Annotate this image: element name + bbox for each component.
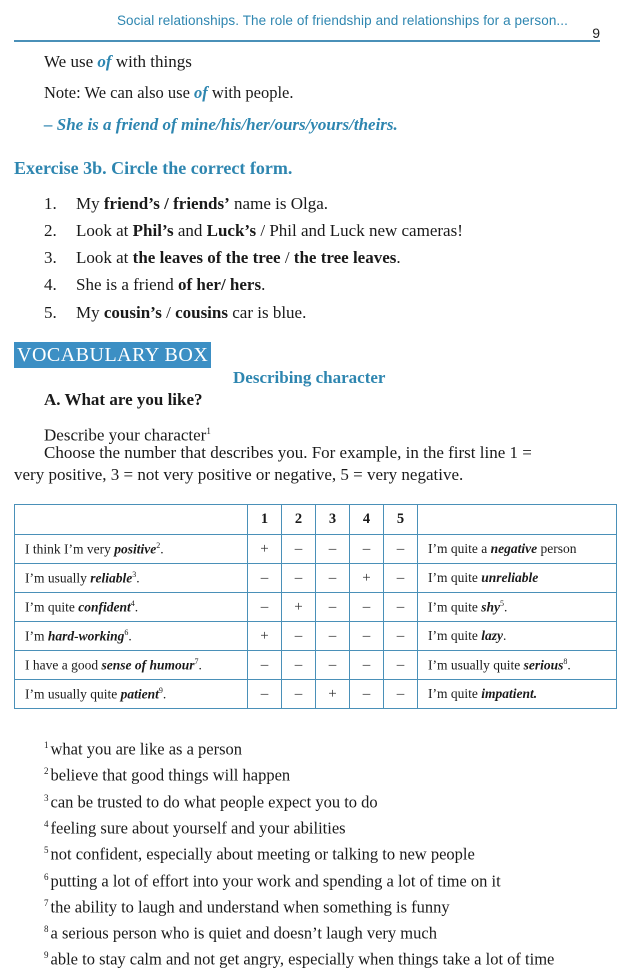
rating-cell bbox=[316, 535, 350, 564]
footnote-item bbox=[44, 918, 437, 945]
header-blank-cell bbox=[15, 505, 248, 535]
item-text: . bbox=[396, 248, 401, 267]
rating-mark: – bbox=[260, 598, 269, 615]
note-text: Note: We can also use bbox=[44, 83, 195, 102]
item-text: car is blue. bbox=[227, 303, 307, 322]
footnote-ref: 2 bbox=[156, 540, 161, 550]
item-option: cousins bbox=[175, 303, 228, 322]
footnote-text: the ability to laugh and understand when something is funny bbox=[50, 897, 450, 917]
trait-key: reliable bbox=[90, 570, 133, 586]
trait-key: lazy bbox=[481, 628, 503, 643]
column-header: 5 bbox=[384, 505, 418, 535]
footnote-number: 2 bbox=[44, 766, 49, 777]
table-row bbox=[15, 564, 617, 593]
rating-mark: – bbox=[294, 540, 303, 557]
item-number: 2. bbox=[44, 221, 57, 240]
column-header: 4 bbox=[350, 505, 384, 535]
vocab-subtitle: Describing character bbox=[233, 368, 386, 387]
rating-cell bbox=[350, 593, 384, 622]
footnote-ref: 9 bbox=[158, 685, 163, 695]
footnote-item bbox=[44, 892, 450, 919]
trait-positive-cell bbox=[15, 535, 248, 564]
rating-cell bbox=[248, 593, 282, 622]
rating-cell bbox=[350, 651, 384, 680]
trait-negative-cell bbox=[418, 651, 617, 680]
rating-mark: – bbox=[260, 656, 269, 673]
footnote-item bbox=[44, 866, 501, 893]
rating-cell bbox=[384, 593, 418, 622]
footnote-text: a serious person who is quiet and doesn’t laugh very much bbox=[50, 923, 437, 943]
vocabulary-box-title: VOCABULARY BOX bbox=[14, 342, 211, 368]
rating-cell bbox=[316, 680, 350, 709]
trait-text: I’m quite bbox=[428, 628, 482, 643]
item-number: 1. bbox=[44, 194, 57, 213]
trait-text: I’m usually bbox=[25, 570, 91, 586]
trait-text: I’m usually quite bbox=[428, 657, 524, 673]
footnote-ref: 4 bbox=[130, 598, 135, 608]
trait-negative-cell bbox=[418, 622, 617, 651]
rating-mark: – bbox=[328, 656, 337, 673]
table-row bbox=[15, 593, 617, 622]
rating-mark: – bbox=[396, 569, 405, 586]
item-option: friend’s / friends’ bbox=[103, 194, 230, 213]
item-text: Look at bbox=[76, 221, 133, 240]
item-number: 4. bbox=[44, 275, 57, 294]
trait-text: I’m bbox=[25, 628, 48, 644]
section-a-title: A. What are you like? bbox=[44, 390, 203, 409]
trait-text: . bbox=[504, 599, 508, 615]
trait-text: . bbox=[128, 628, 132, 644]
rating-cell bbox=[384, 622, 418, 651]
rating-cell bbox=[248, 535, 282, 564]
rating-mark: – bbox=[328, 598, 337, 615]
item-text: My bbox=[76, 303, 104, 322]
trait-key: impatient. bbox=[481, 686, 538, 701]
rating-mark: – bbox=[294, 569, 303, 586]
rating-mark: – bbox=[294, 685, 303, 702]
footnote-ref: 3 bbox=[132, 569, 137, 579]
trait-key: unreliable bbox=[481, 570, 539, 585]
item-text: She is a friend bbox=[76, 275, 178, 294]
rating-cell bbox=[282, 651, 316, 680]
rating-cell bbox=[248, 680, 282, 709]
trait-text: I think I’m very bbox=[25, 541, 115, 557]
trait-negative-cell bbox=[418, 535, 617, 564]
rating-mark: – bbox=[260, 685, 269, 702]
footnote-number: 5 bbox=[44, 845, 49, 856]
rating-mark: – bbox=[396, 656, 405, 673]
rating-mark: – bbox=[396, 685, 405, 702]
rating-cell bbox=[350, 680, 384, 709]
rating-mark: – bbox=[294, 627, 303, 644]
rating-mark: – bbox=[294, 656, 303, 673]
rating-cell bbox=[384, 651, 418, 680]
footnote-number: 9 bbox=[44, 950, 49, 961]
trait-text: . bbox=[503, 628, 507, 643]
trait-positive-cell bbox=[15, 680, 248, 709]
rating-mark: – bbox=[260, 569, 269, 586]
exercise-title: Exercise 3b. Circle the correct form. bbox=[14, 158, 293, 178]
item-option: Luck’s bbox=[206, 221, 257, 240]
trait-text: . bbox=[567, 657, 571, 673]
footnote-ref: 6 bbox=[124, 627, 129, 637]
item-number: 3. bbox=[44, 248, 57, 267]
trait-text: . bbox=[198, 657, 202, 673]
footnote-text: believe that good things will happen bbox=[50, 765, 291, 785]
item-text: / bbox=[161, 303, 176, 322]
item-text: My bbox=[76, 194, 104, 213]
rating-mark: – bbox=[362, 685, 371, 702]
footnote-number: 1 bbox=[44, 740, 49, 750]
running-header bbox=[14, 8, 600, 42]
trait-key: shy bbox=[481, 599, 501, 615]
trait-positive-cell bbox=[15, 564, 248, 593]
rule-text: We use bbox=[44, 52, 98, 71]
footnote-text: putting a lot of effort into your work and spending a lot of time on it bbox=[50, 871, 501, 890]
instruction-line-2: very positive, 3 = not very positive or negative, 5 = very negative. bbox=[14, 465, 464, 484]
character-table bbox=[14, 504, 617, 709]
rule-note bbox=[44, 82, 293, 104]
of-word: of bbox=[194, 83, 208, 102]
column-header: 1 bbox=[248, 505, 282, 535]
footnote-number: 8 bbox=[44, 924, 49, 935]
footnote-number: 4 bbox=[44, 818, 49, 829]
footnote-item bbox=[44, 813, 346, 840]
footnote-text: able to stay calm and not get angry, especially when things take a lot of time bbox=[50, 949, 555, 969]
rating-cell bbox=[316, 651, 350, 680]
trait-key: patient bbox=[120, 686, 159, 702]
trait-text: I’m quite bbox=[428, 686, 482, 701]
rating-cell bbox=[282, 535, 316, 564]
page-number: 9 bbox=[592, 25, 600, 41]
rating-cell bbox=[350, 535, 384, 564]
trait-text: . bbox=[134, 599, 139, 615]
rating-cell bbox=[282, 622, 316, 651]
rating-mark: – bbox=[396, 540, 405, 557]
footnote-ref: 5 bbox=[500, 598, 505, 608]
item-option: Phil’s bbox=[132, 221, 174, 240]
rating-mark: – bbox=[328, 627, 337, 644]
column-header: 2 bbox=[282, 505, 316, 535]
rating-mark: – bbox=[328, 540, 337, 557]
footnote-number: 6 bbox=[44, 871, 49, 882]
item-text: / bbox=[280, 248, 294, 267]
footnote-ref: 8 bbox=[563, 656, 568, 666]
rating-cell bbox=[316, 593, 350, 622]
trait-key: serious bbox=[523, 657, 564, 673]
trait-text: person bbox=[537, 541, 577, 556]
rating-cell bbox=[282, 680, 316, 709]
header-title: Social relationships. The role of friendship and relationships for a person... bbox=[116, 13, 568, 28]
footnote-text: feeling sure about yourself and your abilities bbox=[50, 818, 346, 838]
item-text: / Phil and Luck new cameras! bbox=[256, 221, 463, 240]
trait-text: . bbox=[162, 686, 167, 702]
table-row bbox=[15, 622, 617, 651]
rating-mark: – bbox=[362, 627, 371, 644]
footnote-item bbox=[44, 734, 242, 761]
rating-mark: – bbox=[396, 598, 405, 615]
note-text: with people. bbox=[207, 83, 294, 102]
trait-key: confident bbox=[78, 599, 131, 615]
trait-key: negative bbox=[490, 541, 538, 556]
rating-mark: – bbox=[362, 656, 371, 673]
table-row bbox=[15, 680, 617, 709]
rating-mark: + bbox=[362, 569, 371, 586]
item-option: cousin’s bbox=[103, 303, 162, 322]
table-header-row bbox=[15, 505, 617, 535]
item-option: of her/ hers bbox=[177, 275, 262, 294]
table-row bbox=[15, 535, 617, 564]
exercise-item bbox=[44, 193, 328, 215]
rating-cell bbox=[248, 622, 282, 651]
footnote-item bbox=[44, 944, 554, 971]
rule-line-1 bbox=[44, 51, 192, 73]
trait-text: I’m usually quite bbox=[25, 686, 121, 702]
trait-positive-cell bbox=[15, 622, 248, 651]
footnote-number: 3 bbox=[44, 792, 49, 803]
trait-key: hard-working bbox=[47, 628, 125, 644]
exercise-item bbox=[44, 274, 265, 296]
rating-cell bbox=[282, 564, 316, 593]
item-text: and bbox=[173, 221, 207, 240]
exercise-item bbox=[44, 247, 401, 269]
trait-text: I’m quite bbox=[25, 599, 79, 615]
trait-text: I’m quite bbox=[428, 570, 482, 585]
header-blank-cell bbox=[418, 505, 617, 535]
rating-mark: – bbox=[362, 598, 371, 615]
rating-cell bbox=[350, 622, 384, 651]
rating-cell bbox=[316, 622, 350, 651]
rating-mark: – bbox=[328, 569, 337, 586]
footnote-ref: 7 bbox=[194, 656, 199, 666]
trait-positive-cell bbox=[15, 593, 248, 622]
footnote-item bbox=[44, 839, 475, 866]
describe-text: Describe your character bbox=[44, 425, 207, 445]
trait-text: I’m quite a bbox=[428, 541, 491, 556]
rating-mark: + bbox=[328, 685, 337, 702]
rating-mark: + bbox=[294, 598, 303, 615]
trait-text: I have a good bbox=[25, 657, 102, 673]
trait-key: positive bbox=[114, 541, 157, 557]
footnote-text: what you are like as a person bbox=[50, 739, 243, 759]
footnote-ref: 1 bbox=[206, 426, 211, 436]
rating-cell bbox=[282, 593, 316, 622]
exercise-item bbox=[44, 220, 463, 242]
trait-negative-cell bbox=[418, 593, 617, 622]
trait-text: . bbox=[160, 541, 164, 557]
rating-mark: – bbox=[396, 627, 405, 644]
footnote-text: can be trusted to do what people expect you to do bbox=[50, 792, 378, 812]
exercise-item bbox=[44, 302, 306, 324]
item-text: . bbox=[261, 275, 266, 294]
footnote-number: 7 bbox=[44, 897, 49, 908]
of-word: of bbox=[97, 52, 112, 71]
item-option: the tree leaves bbox=[293, 248, 397, 267]
instruction-line-1: Choose the number that describes you. For example, in the first line 1 = bbox=[44, 443, 532, 462]
rating-cell bbox=[384, 564, 418, 593]
trait-positive-cell bbox=[15, 651, 248, 680]
trait-negative-cell bbox=[418, 564, 617, 593]
item-text: name is Olga. bbox=[229, 194, 328, 213]
rating-cell bbox=[384, 535, 418, 564]
item-number: 5. bbox=[44, 303, 57, 322]
item-option: the leaves of the tree bbox=[132, 248, 281, 267]
rating-cell bbox=[248, 651, 282, 680]
rating-mark: – bbox=[362, 540, 371, 557]
trait-text: I’m quite bbox=[428, 599, 482, 615]
rating-mark: + bbox=[260, 627, 269, 644]
trait-key: sense of humour bbox=[101, 657, 195, 673]
footnote-item bbox=[44, 787, 378, 814]
rating-cell bbox=[248, 564, 282, 593]
table-row bbox=[15, 651, 617, 680]
rating-cell bbox=[384, 680, 418, 709]
footnote-text: not confident, especially about meeting or talking to new people bbox=[50, 844, 475, 864]
trait-negative-cell bbox=[418, 680, 617, 709]
rule-text: with things bbox=[111, 52, 192, 71]
item-text: Look at bbox=[76, 248, 133, 267]
rating-cell bbox=[316, 564, 350, 593]
rating-cell bbox=[350, 564, 384, 593]
footnote-item bbox=[44, 760, 290, 787]
column-header: 3 bbox=[316, 505, 350, 535]
trait-text: . bbox=[136, 570, 140, 586]
rating-mark: + bbox=[260, 540, 269, 557]
rule-example: – She is a friend of mine/his/her/ours/yours/theirs. bbox=[44, 115, 398, 134]
